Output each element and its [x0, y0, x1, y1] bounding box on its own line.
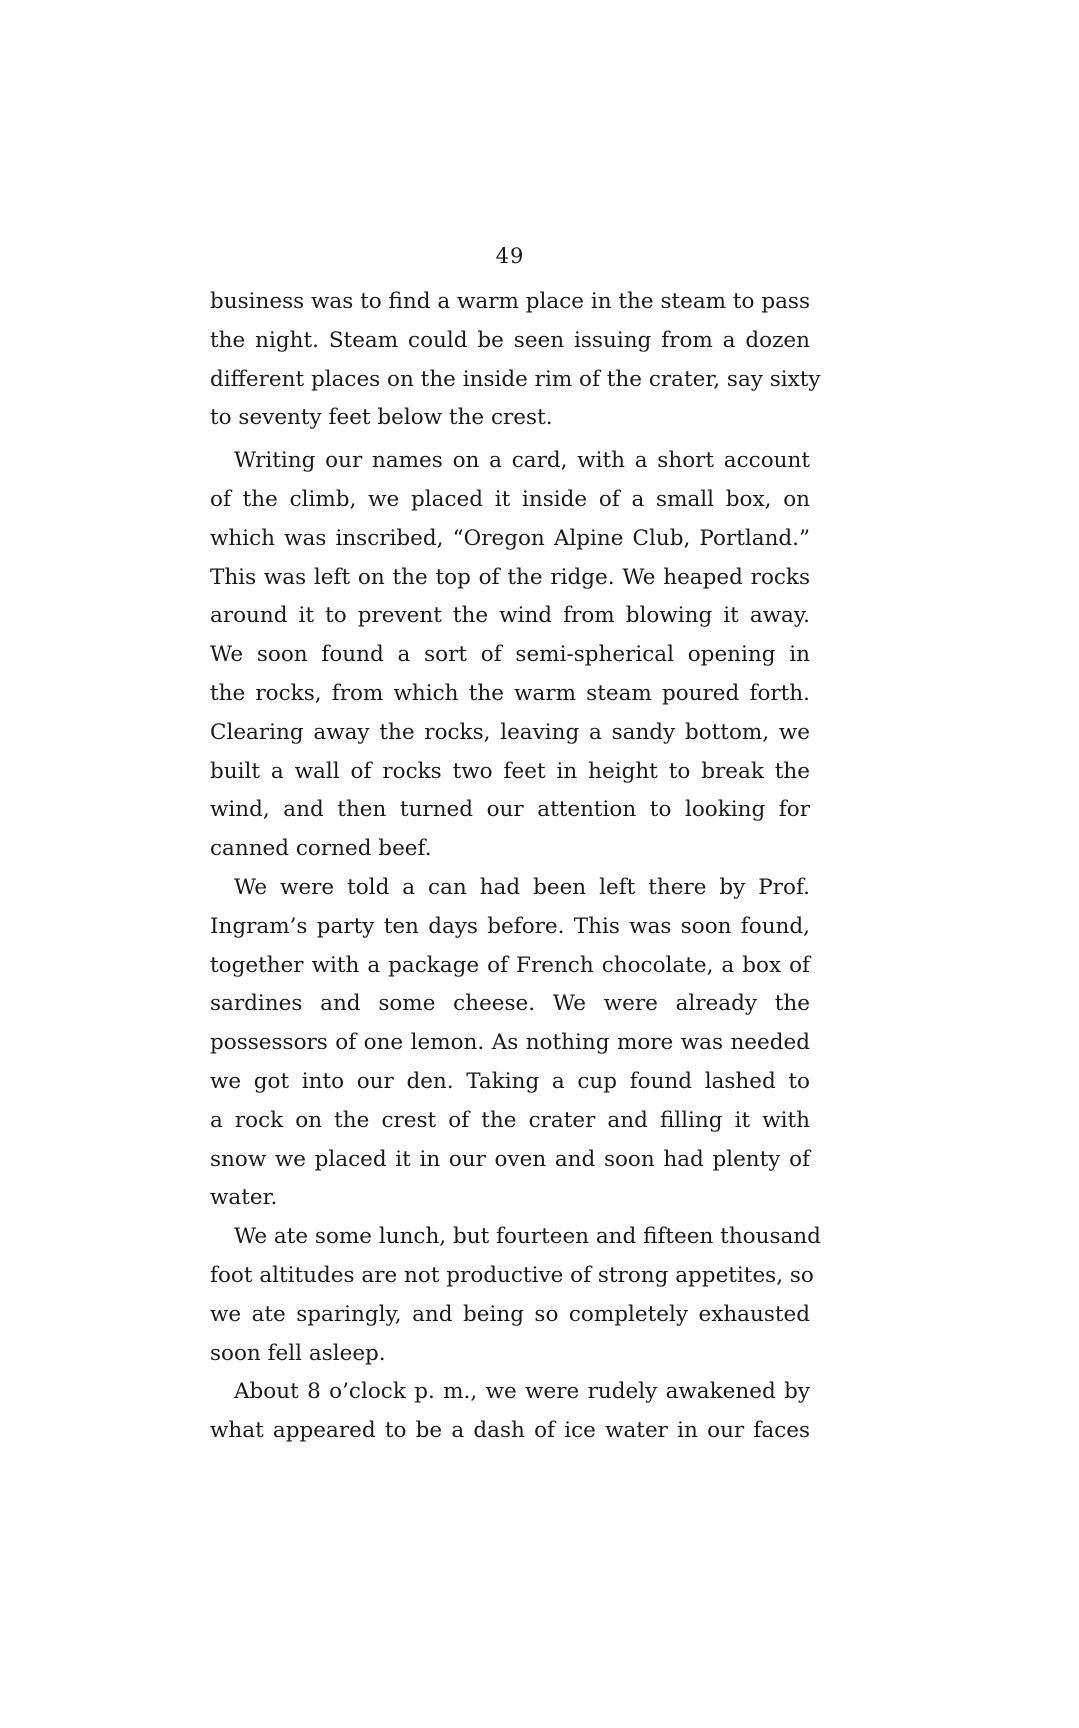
text-line: a rock on the crest of the crater and filling it with: [210, 1107, 810, 1133]
paragraph: [210, 1218, 821, 1373]
text-line: possessors of one lemon. As nothing more was needed: [210, 1030, 810, 1056]
text-line: which was inscribed, “Oregon Alpine Club, Portland.”: [210, 525, 810, 551]
text-line: of the climb, we placed it inside of a small box, on: [210, 486, 810, 512]
text-line: About 8 o’clock p. m., we were rudely awakened by: [234, 1379, 810, 1405]
text-line: to seventy feet below the crest.: [210, 405, 553, 431]
text-line: different places on the inside rim of the crater, say sixty: [210, 366, 821, 392]
body-text: [210, 283, 821, 1451]
text-line: We soon found a sort of semi-spherical opening in: [210, 642, 810, 668]
text-line: around it to prevent the wind from blowing it away.: [210, 603, 810, 629]
text-line: built a wall of rocks two feet in height to break the: [210, 758, 810, 784]
text-line: Writing our names on a card, with a short account: [234, 448, 810, 474]
text-line: what appeared to be a dash of ice water in our faces: [210, 1418, 810, 1444]
text-line: we got into our den. Taking a cup found lashed to: [210, 1068, 810, 1094]
text-line: sardines and some cheese. We were already the: [210, 991, 810, 1017]
paragraph: [210, 283, 821, 438]
paragraph: [210, 869, 810, 1218]
text-line: the rocks, from which the warm steam poured forth.: [210, 680, 810, 706]
text-line: Clearing away the rocks, leaving a sandy bottom, we: [210, 719, 810, 745]
paragraph: [210, 1373, 810, 1451]
text-line: water.: [210, 1185, 278, 1211]
text-line: This was left on the top of the ridge. We heaped rocks: [210, 564, 810, 590]
text-line: we ate sparingly, and being so completely exhausted: [210, 1301, 810, 1327]
text-line: wind, and then turned our attention to looking for: [210, 797, 810, 823]
text-line: business was to find a warm place in the steam to pass: [210, 289, 810, 314]
text-line: We ate some lunch, but fourteen and fifteen thousand: [234, 1224, 821, 1250]
text-line: soon fell asleep.: [210, 1340, 386, 1366]
text-line: canned corned beef.: [210, 836, 432, 862]
text-line: We were told a can had been left there by Prof.: [234, 874, 810, 900]
page-number: 49: [495, 244, 525, 268]
paragraph: [210, 442, 810, 869]
text-line: snow we placed it in our oven and soon had plenty of: [210, 1146, 810, 1172]
text-line: Ingram’s party ten days before. This was soon found,: [210, 913, 810, 939]
text-line: together with a package of French chocolate, a box of: [210, 952, 810, 978]
text-line: foot altitudes are not productive of strong appetites, so: [210, 1262, 814, 1288]
text-line: the night. Steam could be seen issuing from a dozen: [210, 327, 810, 353]
